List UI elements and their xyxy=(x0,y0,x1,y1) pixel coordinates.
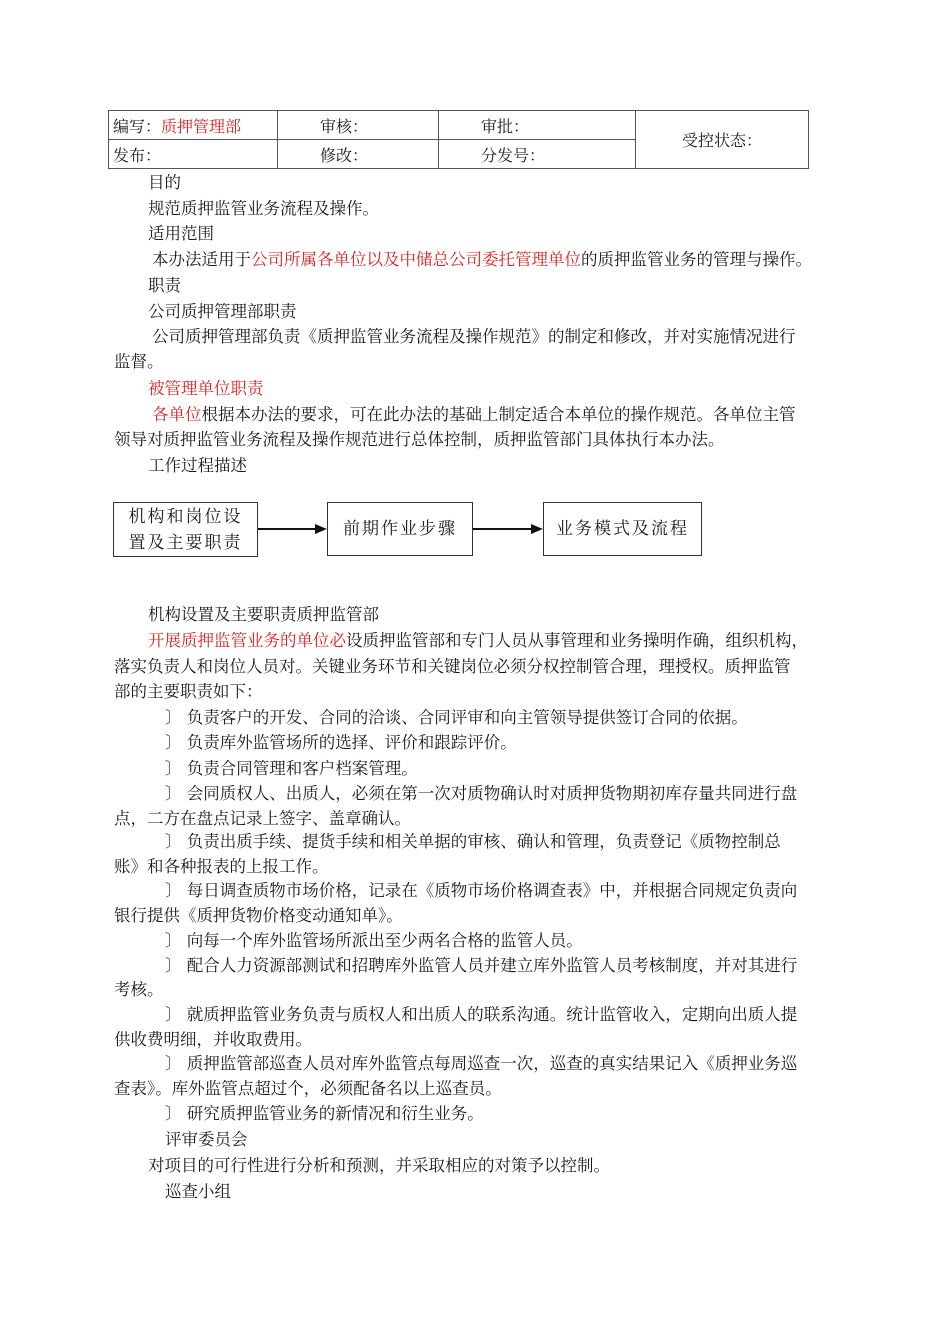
duty-item xyxy=(165,954,797,978)
duty-item-continued: 供收费明细，并收取费用。 xyxy=(114,1030,312,1049)
organization-highlight: 开展质押监管业务的单位必 xyxy=(148,631,346,650)
duty-item xyxy=(165,706,748,730)
bullet-mark: 〕 xyxy=(165,708,182,727)
managed-unit-duty-text: 根据本办法的要求，可在此办法的基础上制定适合本单位的操作规范。各单位主管 xyxy=(201,405,796,424)
organization-line3: 部的主要职责如下： xyxy=(114,682,263,701)
flow-box-organization xyxy=(113,502,258,557)
subsection-title-company-duty: 公司质押管理部职责 xyxy=(148,302,297,321)
scope-text-pre: 本办法适用于 xyxy=(152,250,251,269)
section-title-process: 工作过程描述 xyxy=(148,456,247,475)
duty-text: 每日调查质物市场价格，记录在《质物市场价格调查表》中，并根据合同规定负责向 xyxy=(186,881,798,900)
duty-text: 负责出质手续、提货手续和相关单据的审核、确认和管理，负责登记《质物控制总 xyxy=(186,832,781,851)
duty-text: 会同质权人、出质人，必须在第一次对质物确认时对质押货物期初库存量共同进行盘 xyxy=(186,784,798,803)
duty-item-continued: 查表》。库外监管点超过个，必须配备名以上巡查员。 xyxy=(114,1079,502,1098)
duty-item xyxy=(165,1052,797,1076)
duty-item-continued: 银行提供《质押货物价格变动通知单》。 xyxy=(114,906,403,925)
dist-label: 分发号： xyxy=(481,145,546,165)
section-title-duty: 职责 xyxy=(148,276,181,295)
modify-cell xyxy=(278,140,439,169)
managed-unit-duty-line1 xyxy=(152,403,796,427)
bullet-mark: 〕 xyxy=(165,733,182,752)
duty-text: 质押监管部巡查人员对库外监管点每周巡查一次，巡查的真实结果记入《质押业务巡 xyxy=(186,1054,798,1073)
section-title-patrol-group: 巡查小组 xyxy=(165,1182,231,1201)
flow-box-preparation-label: 前期作业步骤 xyxy=(343,519,457,539)
duty-text: 向每一个库外监管场所派出至少两名合格的监管人员。 xyxy=(186,931,583,950)
publish-cell xyxy=(109,140,278,169)
bullet-mark: 〕 xyxy=(165,1005,182,1024)
subsection-title-managed-unit-duty: 被管理单位职责 xyxy=(148,379,264,398)
duty-text: 负责库外监管场所的选择、评价和跟踪评价。 xyxy=(186,733,517,752)
duty-text: 研究质押监管业务的新情况和衍生业务。 xyxy=(186,1104,484,1123)
bullet-mark: 〕 xyxy=(165,1054,182,1073)
scope-text-post: 的质押监管业务的管理与操作。 xyxy=(581,250,812,269)
dist-cell xyxy=(439,140,636,169)
organization-line2: 落实负责人和岗位人员对。关键业务环节和关键岗位必须分权控制管合理，理授权。质押监管 xyxy=(114,657,791,676)
duty-item xyxy=(165,782,797,806)
author-cell xyxy=(109,111,278,140)
duty-text: 配合人力资源部测试和招聘库外监管人员并建立库外监管人员考核制度，并对其进行 xyxy=(186,956,798,975)
managed-unit-highlight: 各单位 xyxy=(152,405,202,424)
duty-item xyxy=(165,929,583,953)
purpose-text: 规范质押监管业务流程及操作。 xyxy=(148,199,379,218)
duty-item xyxy=(165,1003,797,1027)
publish-label: 发布： xyxy=(113,145,162,165)
duty-item xyxy=(165,757,418,781)
flow-box-business-model-label: 业务模式及流程 xyxy=(556,519,689,539)
bullet-mark: 〕 xyxy=(165,1104,182,1123)
company-duty-line1: 公司质押管理部负责《质押监管业务流程及操作规范》的制定和修改，并对实施情况进行 xyxy=(152,327,796,346)
modify-label: 修改： xyxy=(320,145,369,165)
section-title-purpose: 目的 xyxy=(148,173,181,192)
scope-text-highlight: 公司所属各单位以及中储总公司委托管理单位 xyxy=(251,250,581,269)
bullet-mark: 〕 xyxy=(165,956,182,975)
duty-item xyxy=(165,879,797,903)
document-header-table xyxy=(108,110,809,169)
author-value: 质押管理部 xyxy=(161,116,242,136)
control-status-cell xyxy=(636,111,809,169)
managed-unit-duty-line2: 领导对质押监管业务流程及操作规范进行总体控制，质押监管部门具体执行本办法。 xyxy=(114,430,725,449)
flow-box-business-model xyxy=(543,502,702,556)
duty-item xyxy=(165,1102,484,1126)
flow-arrowhead-2 xyxy=(531,524,543,534)
bullet-mark: 〕 xyxy=(165,931,182,950)
review-label: 审核： xyxy=(320,116,369,136)
company-duty-line2: 监督。 xyxy=(114,352,164,371)
scope-text xyxy=(152,248,812,272)
duty-text: 就质押监管业务负责与质权人和出质人的联系沟通。统计监管收入，定期向出质人提 xyxy=(186,1005,798,1024)
section-title-organization: 机构设置及主要职责质押监管部 xyxy=(148,605,379,624)
organization-line1 xyxy=(148,629,808,653)
bullet-mark: 〕 xyxy=(165,881,182,900)
duty-item xyxy=(165,731,517,755)
organization-line1-text: 设质押监管部和专门人员从事管理和业务操明作确，组织机构， xyxy=(346,631,808,650)
duty-text: 负责合同管理和客户档案管理。 xyxy=(186,759,418,778)
duty-item-continued: 账》和各种报表的上报工作。 xyxy=(114,857,329,876)
duty-item-continued: 点，二方在盘点记录上签字、盖章确认。 xyxy=(114,809,411,828)
approve-label: 审批： xyxy=(481,116,530,136)
duty-text: 负责客户的开发、合同的洽谈、合同评审和向主管领导提供签订合同的依据。 xyxy=(186,708,748,727)
duty-item-continued: 考核。 xyxy=(114,980,164,999)
section-title-scope: 适用范围 xyxy=(148,224,214,243)
review-cell xyxy=(278,111,439,140)
flow-box-organization-line1: 机构和岗位设 xyxy=(128,506,243,527)
duty-item xyxy=(165,830,781,854)
bullet-mark: 〕 xyxy=(165,784,182,803)
review-committee-text: 对项目的可行性进行分析和预测，并采取相应的对策予以控制。 xyxy=(148,1156,610,1175)
flow-box-preparation xyxy=(327,502,473,556)
flow-arrowhead-1 xyxy=(315,524,327,534)
bullet-mark: 〕 xyxy=(165,832,182,851)
approve-cell xyxy=(439,111,636,140)
section-title-review-committee: 评审委员会 xyxy=(165,1130,248,1149)
flow-box-organization-line2: 置及主要职责 xyxy=(128,532,243,553)
bullet-mark: 〕 xyxy=(165,759,182,778)
control-status-label: 受控状态： xyxy=(681,131,762,150)
author-label: 编写： xyxy=(113,116,162,136)
